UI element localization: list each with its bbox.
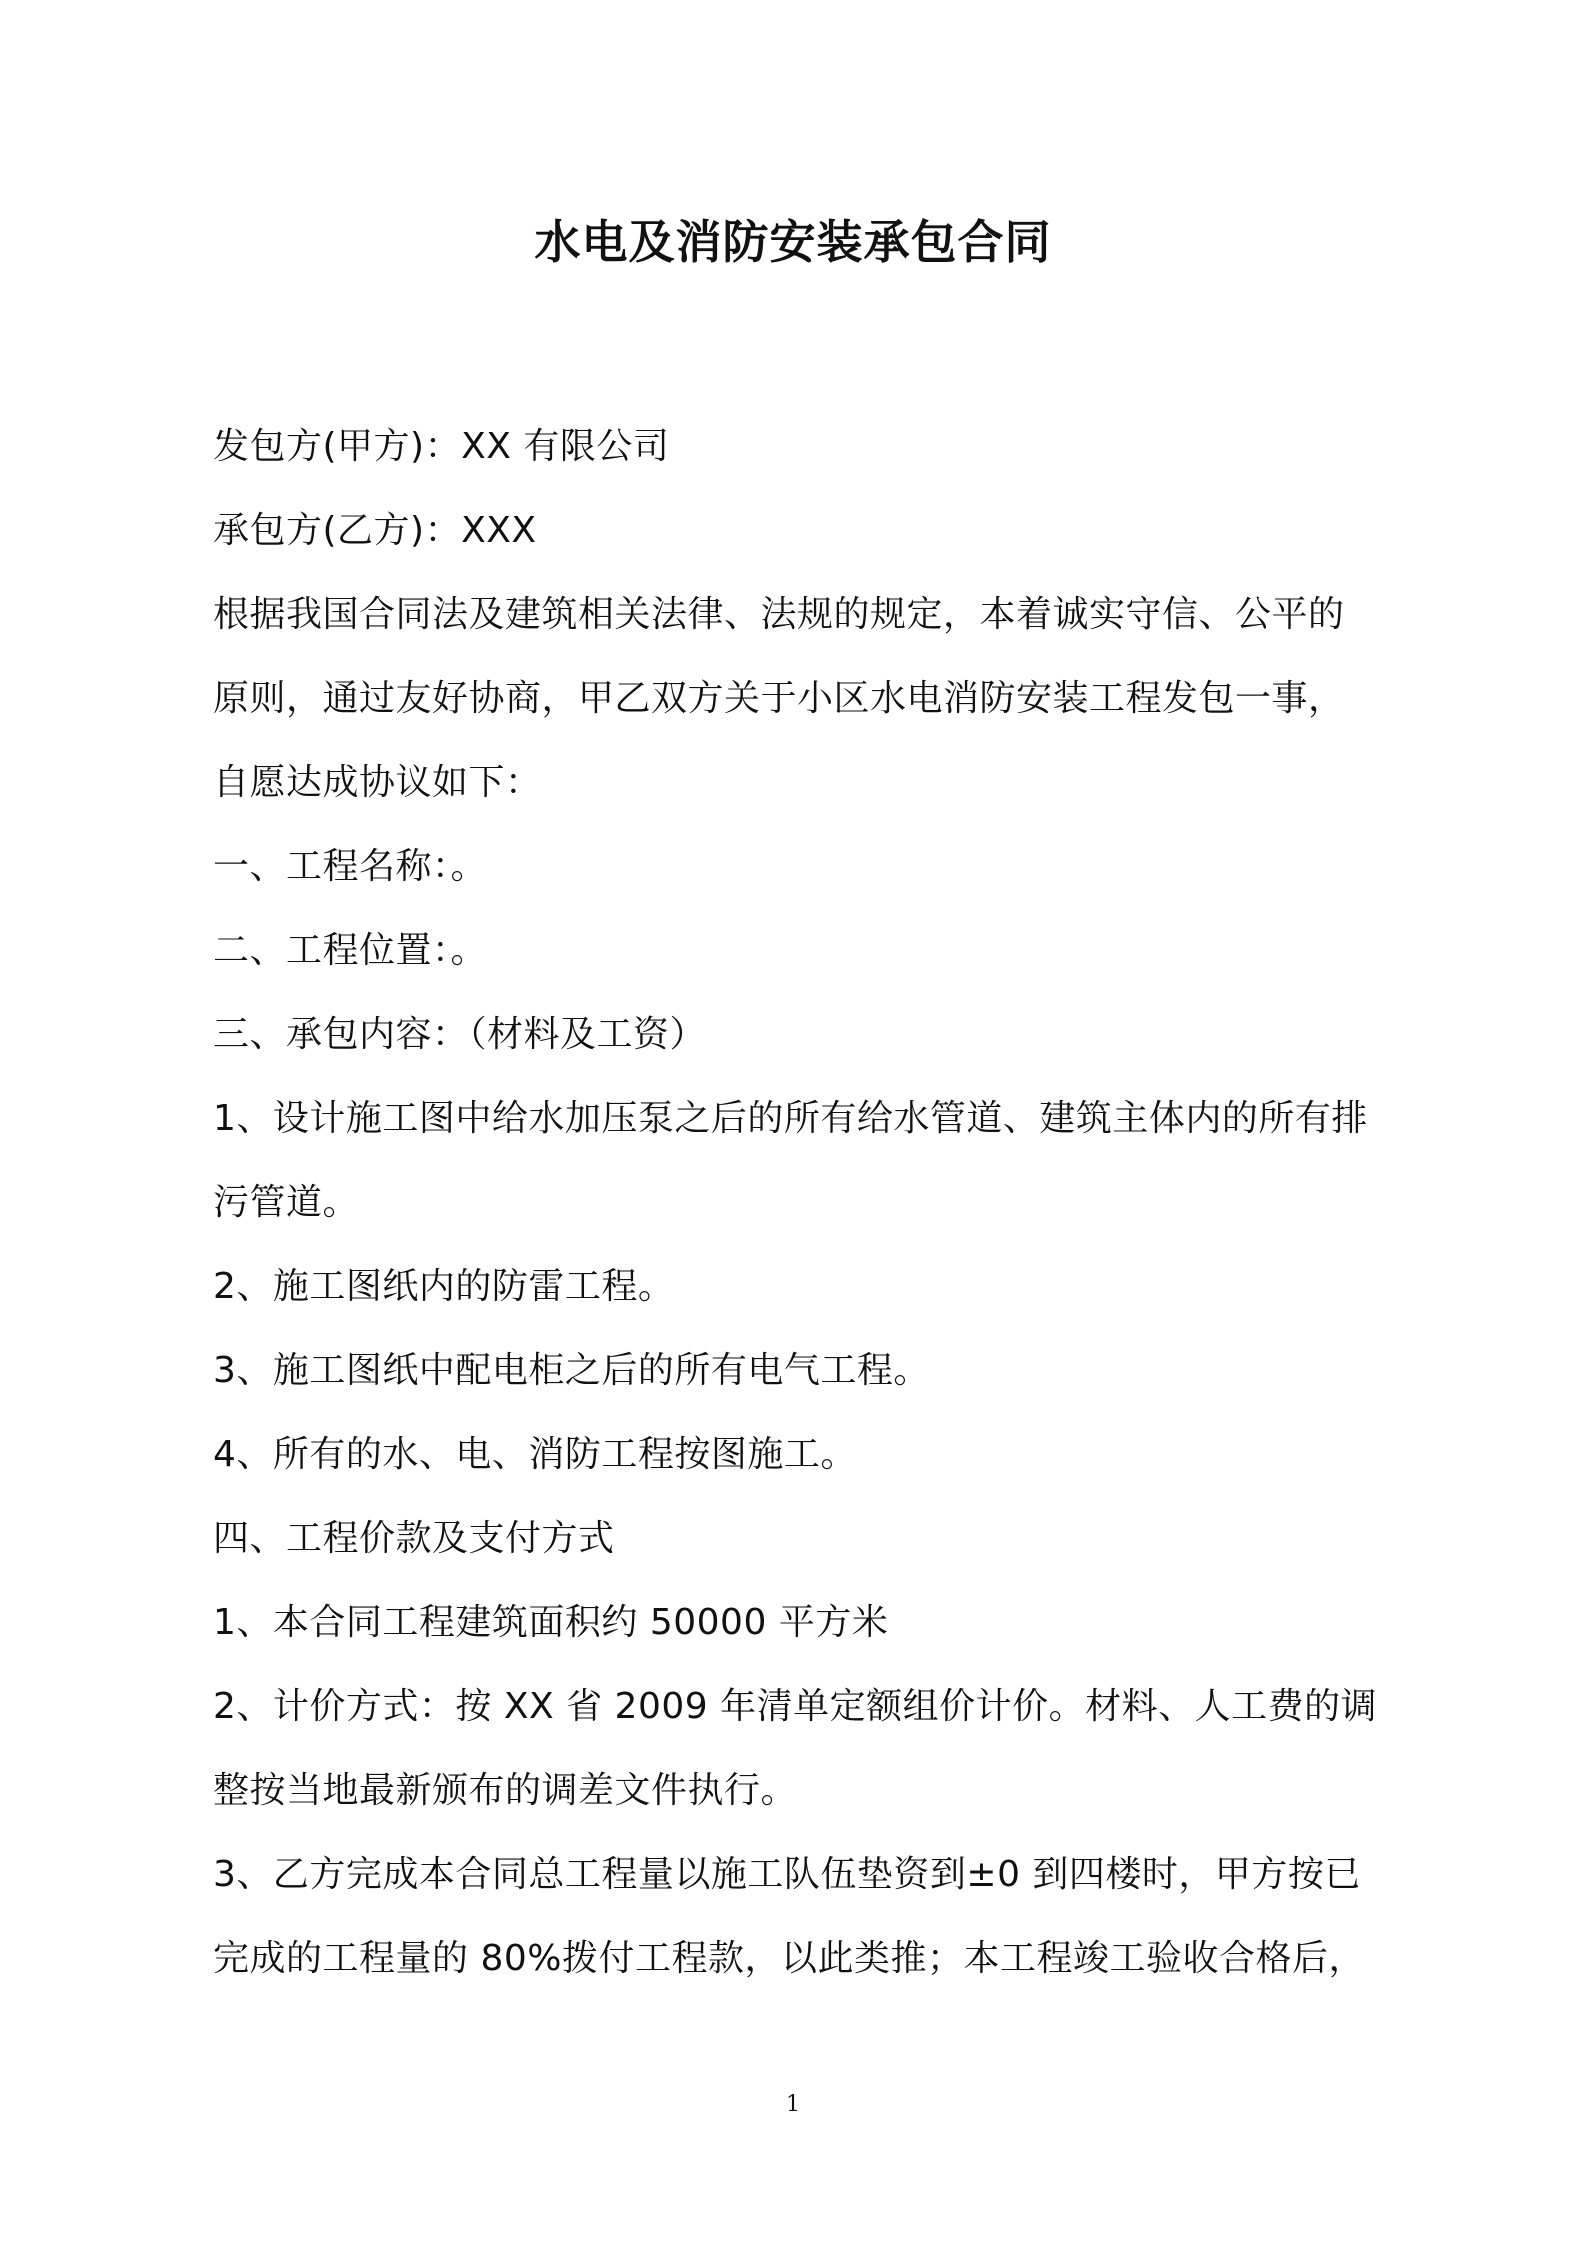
preamble-line-3: 自愿达成协议如下： (213, 762, 542, 803)
scope-item-1-line-1: 1、设计施工图中给水加压泵之后的所有给水管道、建筑主体内的所有排 (213, 1098, 1368, 1139)
section-1-project-name: 一、工程名称：。 (213, 846, 488, 887)
payment-item-1: 1、本合同工程建筑面积约 50000 平方米 (213, 1602, 889, 1643)
document-title: 水电及消防安装承包合同 (534, 215, 1052, 269)
page-number: 1 (786, 2092, 800, 2117)
scope-item-1-line-2: 污管道。 (213, 1182, 360, 1223)
payment-item-2-line-2: 整按当地最新颁布的调差文件执行。 (213, 1770, 798, 1811)
section-2-project-location: 二、工程位置：。 (213, 930, 488, 971)
payment-item-2-line-1: 2、计价方式：按 XX 省 2009 年清单定额组价计价。材料、人工费的调 (213, 1686, 1378, 1727)
preamble-line-2: 原则，通过友好协商，甲乙双方关于小区水电消防安装工程发包一事， (213, 678, 1345, 719)
party-b-line: 承包方(乙方)：XXX (213, 510, 537, 551)
section-3-scope-heading: 三、承包内容：（材料及工资） (213, 1014, 707, 1055)
scope-item-2: 2、施工图纸内的防雷工程。 (213, 1266, 675, 1307)
preamble-line-1: 根据我国合同法及建筑相关法律、法规的规定，本着诚实守信、公平的 (213, 594, 1345, 635)
section-4-payment-heading: 四、工程价款及支付方式 (213, 1518, 615, 1559)
payment-item-3-line-1: 3、乙方完成本合同总工程量以施工队伍垫资到±0 到四楼时，甲方按已 (213, 1854, 1361, 1895)
payment-item-3-line-2: 完成的工程量的 80%拨付工程款，以此类推；本工程竣工验收合格后， (213, 1938, 1365, 1979)
scope-item-4: 4、所有的水、电、消防工程按图施工。 (213, 1434, 857, 1475)
document-body (213, 405, 1393, 2001)
scope-item-3: 3、施工图纸中配电柜之后的所有电气工程。 (213, 1350, 930, 1391)
party-a-line: 发包方(甲方)：XX 有限公司 (213, 426, 670, 467)
